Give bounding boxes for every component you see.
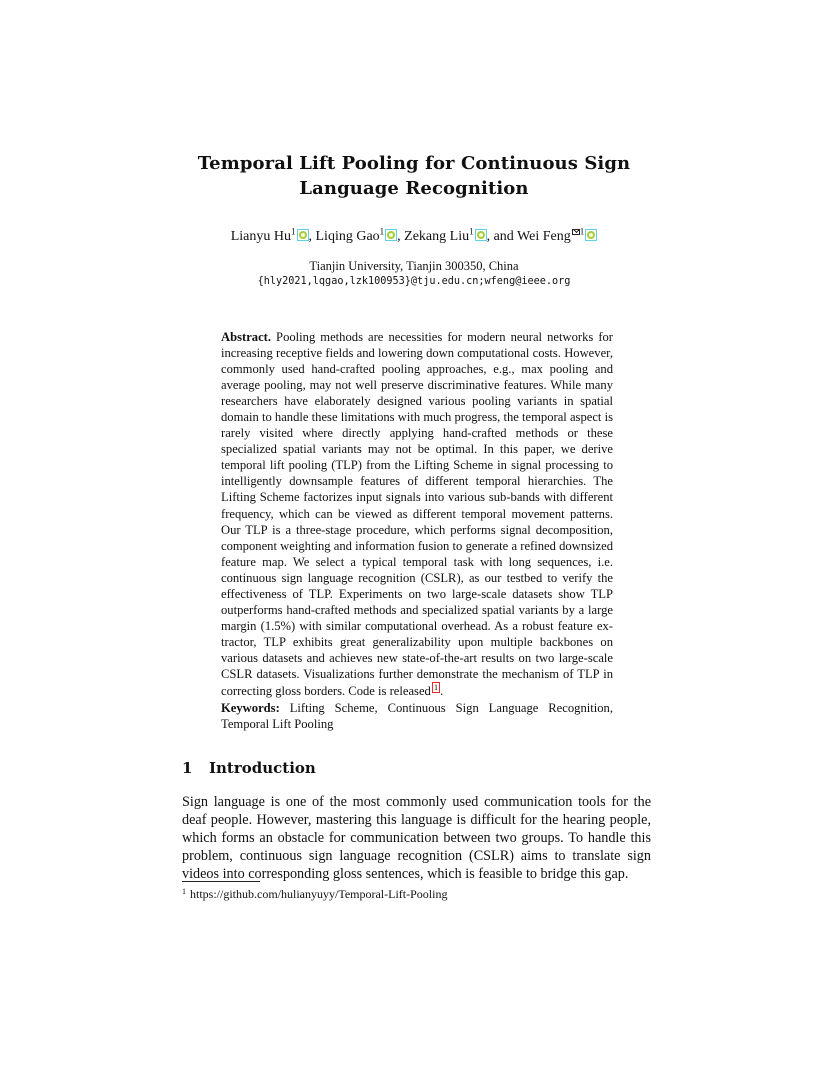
author-emails: {hly2021,lqgao,lzk100953}@tju.edu.cn;wfeng@ieee.org: [257, 276, 571, 287]
author-name: Liqing Gao: [315, 229, 380, 244]
orcid-icon[interactable]: [385, 229, 397, 241]
section-title: Introduction: [209, 759, 316, 777]
abstract-end: .: [440, 684, 444, 699]
affiliation-marker: 1: [291, 226, 296, 237]
abstract-label: Abstract.: [221, 330, 272, 344]
affiliation: Tianjin University, Tianjin 300350, China: [309, 259, 519, 273]
orcid-icon[interactable]: [297, 229, 309, 241]
affiliation-marker: 1: [579, 226, 585, 237]
orcid-icon-glyph: [587, 231, 595, 239]
orcid-icon-glyph: [477, 231, 485, 239]
orcid-icon[interactable]: [475, 229, 487, 241]
orcid-icon-glyph: [299, 231, 307, 239]
affiliation-marker: 1: [469, 226, 474, 237]
author-3: [404, 226, 518, 244]
author-name: Wei Feng: [517, 229, 571, 244]
author-name: Lianyu Hu: [230, 229, 291, 244]
footnote-link[interactable]: 1: [433, 682, 439, 693]
section-body: Sign language is one of the most commonly used communication tools for the deaf people. However, mastering this language is difficult for the hearing people, which forms an obstacle for communication between two groups. To handle this problem, continuous sign language recognition (CSLR) aims to translate sign videos into corresponding gloss sentences, which is feasible to bridge this gap.: [182, 794, 651, 883]
author-separator: , and: [486, 229, 518, 244]
orcid-icon[interactable]: [585, 229, 597, 241]
keywords: [221, 700, 613, 732]
section-heading: [182, 758, 316, 778]
title-line-1: Temporal Lift Pooling for Continuous Sign: [197, 153, 631, 174]
abstract: [221, 329, 613, 699]
footnote-number: 1: [182, 887, 186, 896]
author-4: [517, 226, 597, 244]
footnote-url[interactable]: https://github.com/hulianyuyy/Temporal-Lift-Pooling: [190, 887, 448, 901]
title-line-2: Language Recognition: [299, 178, 529, 199]
affiliation-marker: 1: [379, 226, 385, 237]
author-separator: ,: [397, 229, 405, 244]
footnote-rule: [182, 881, 260, 882]
orcid-icon-glyph: [387, 231, 395, 239]
paper-title: [0, 151, 828, 201]
author-2: [315, 226, 405, 244]
envelope-icon: [572, 229, 580, 235]
keywords-label: Keywords:: [221, 701, 280, 715]
section-number: 1: [182, 759, 193, 777]
author-list: [0, 228, 828, 246]
abstract-text: Pooling methods are necessities for modern neural networks for increasing receptive fields and lowering down computational costs. However, commonly used hand-crafted pooling approaches, e.g., max pooling and average pooling, may not well preserve discriminative features. While many researchers have elaborately designed various pooling variants in spatial domain to handle these limitations with much progress, the temporal aspect is rarely visited where directly applying hand-crafted methods or these specialized spatial variants may not be optimal. In this paper, we derive temporal lift pooling (TLP) from the Lifting Scheme in signal processing to intelligently downsample features of different temporal hierarchies. The Lifting Scheme factorizes input signals into various sub-bands with different frequency, which can be viewed as different temporal movement patterns. Our TLP is a three-stage procedure, which performs signal decomposition, component weighting and information fusion to generate a refined downsized feature map. We select a typical temporal task with long sequences, i.e. continuous sign language recognition (CSLR), as our testbed to verify the effectiveness of TLP. Experiments on two large-scale datasets show TLP outperforms hand-crafted methods and specialized spatial variants by a large margin (1.5%) with similar computational overhead. As a robust feature extractor, TLP exhibits great generalizability upon multiple backbones on various datasets and achieves new state-of-the-art results on two large-scale CSLR datasets. Visualizations further demonstrate the mechanism of TLP in correcting gloss borders. Code is released: [221, 330, 613, 699]
author-name: Zekang Liu: [404, 229, 470, 244]
keywords-text: Lifting Scheme, Continuous Sign Language Recognition, Temporal Lift Pooling: [221, 701, 613, 731]
author-1: [230, 226, 316, 244]
footnote: [182, 884, 447, 902]
author-separator: ,: [308, 229, 316, 244]
